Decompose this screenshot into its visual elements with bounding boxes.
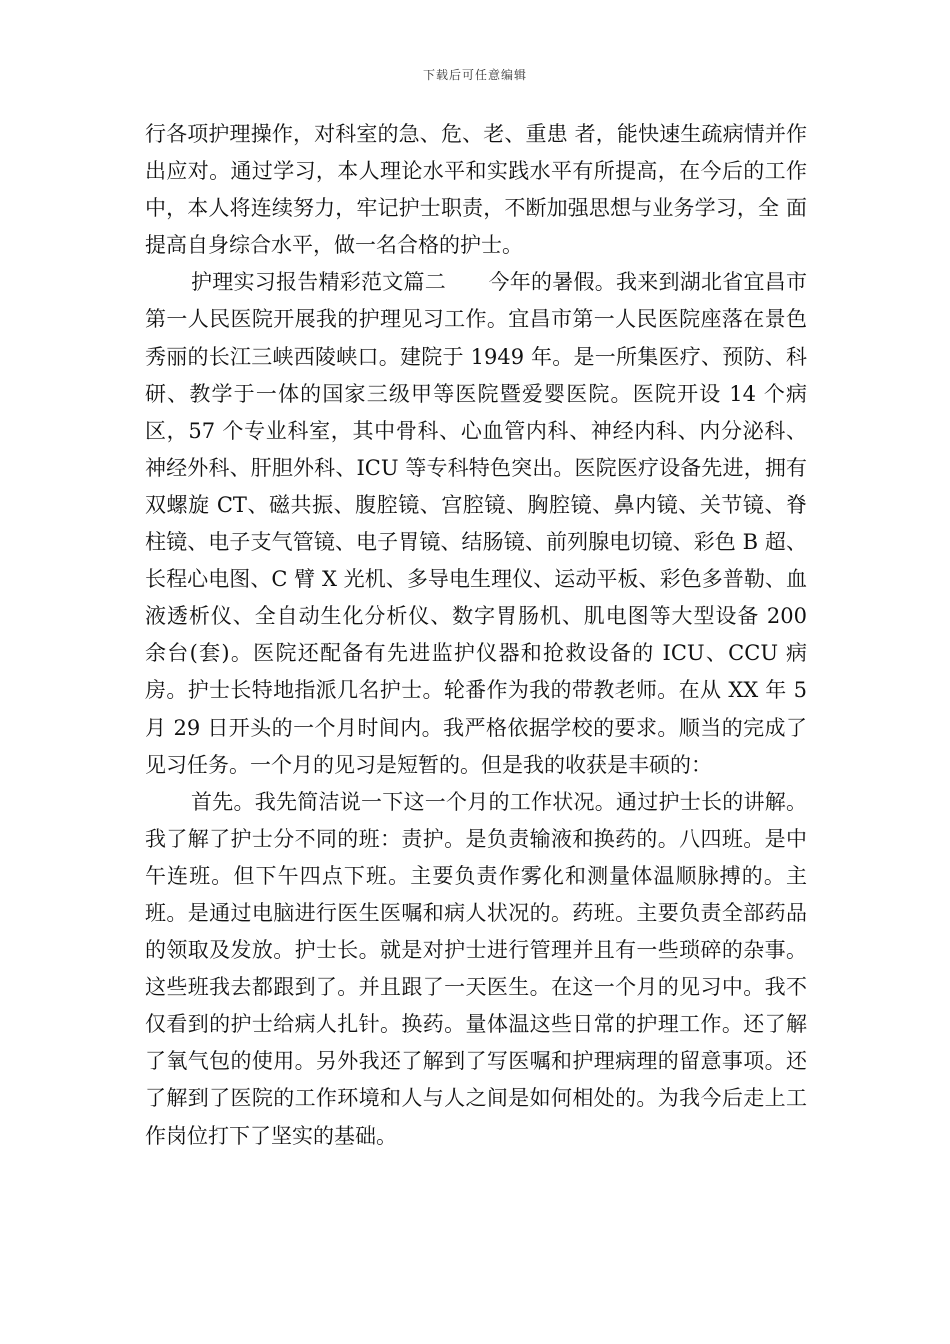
paragraph-section-two: 护理实习报告精彩范文篇二 今年的暑假。我来到湖北省宜昌市第一人民医院开展我的护理见习工作。宜昌市第一人民医院座落在景色秀丽的长江三峡西陵峡口。建院于 1949 年。是一所集医疗、预防、科研、教学于一体的国家三级甲等医院暨爱婴医院。医院开设 14 个病区，57 个专业科室，其中骨科、心血管内科、神经内科、内分泌科、神经外科、肝胆外科、ICU 等专科特色突出。医院医疗设备先进，拥有双螺旋 CT、磁共振、腹腔镜、宫腔镜、胸腔镜、鼻内镜、关节镜、脊柱镜、电子支气管镜、电子胃镜、结肠镜、前列腺电切镜、彩色 B 超、长程心电图、C 臂 X 光机、多导电生理仪、运动平板、彩色多普勒、血液透析仪、全自动生化分析仪、数字胃肠机、肌电图等大型设备 200 余台(套)。医院还配备有先进监护仪器和抢救设备的 ICU、CCU 病房。护士长特地指派几名护士。轮番作为我的带教老师。在从 XX 年 5 月 29 日开头的一个月时间内。我严格依据学校的要求。顺当的完成了见习任务。一个月的见习是短暂的。但是我的收获是丰硕的： [145,270,807,777]
paragraph-continuation: 行各项护理操作，对科室的急、危、老、重患 者，能快速生疏病情并作出应对。通过学习，本人理论水平和实践水平有所提高，在今后的工作中，本人将连续努力，牢记护士职责，不断加强思想与业务学习，全 面提高自身综合水平，做一名合格的护士。 [145,122,807,258]
paragraph-work-overview: 首先。我先简洁说一下这一个月的工作状况。通过护士长的讲解。我了解了护士分不同的班：责护。是负责输液和换药的。八四班。是中午连班。但下午四点下班。主要负责作雾化和测量体温顺脉搏的。主班。是通过电脑进行医生医嘱和病人状况的。药班。主要负责全部药品的领取及发放。护士长。就是对护士进行管理并且有一些琐碎的杂事。这些班我去都跟到了。并且跟了一天医生。在这一个月的见习中。我不仅看到的护士给病人扎针。换药。量体温这些日常的护理工作。还了解了氧气包的使用。另外我还了解到了写医嘱和护理病理的留意事项。还了解到了医院的工作环境和人与人之间是如何相处的。为我今后走上工作岗位打下了坚实的基础。 [145,789,807,1148]
document-body [145,116,807,1155]
page-header: 下载后可任意编辑 [422,68,527,82]
